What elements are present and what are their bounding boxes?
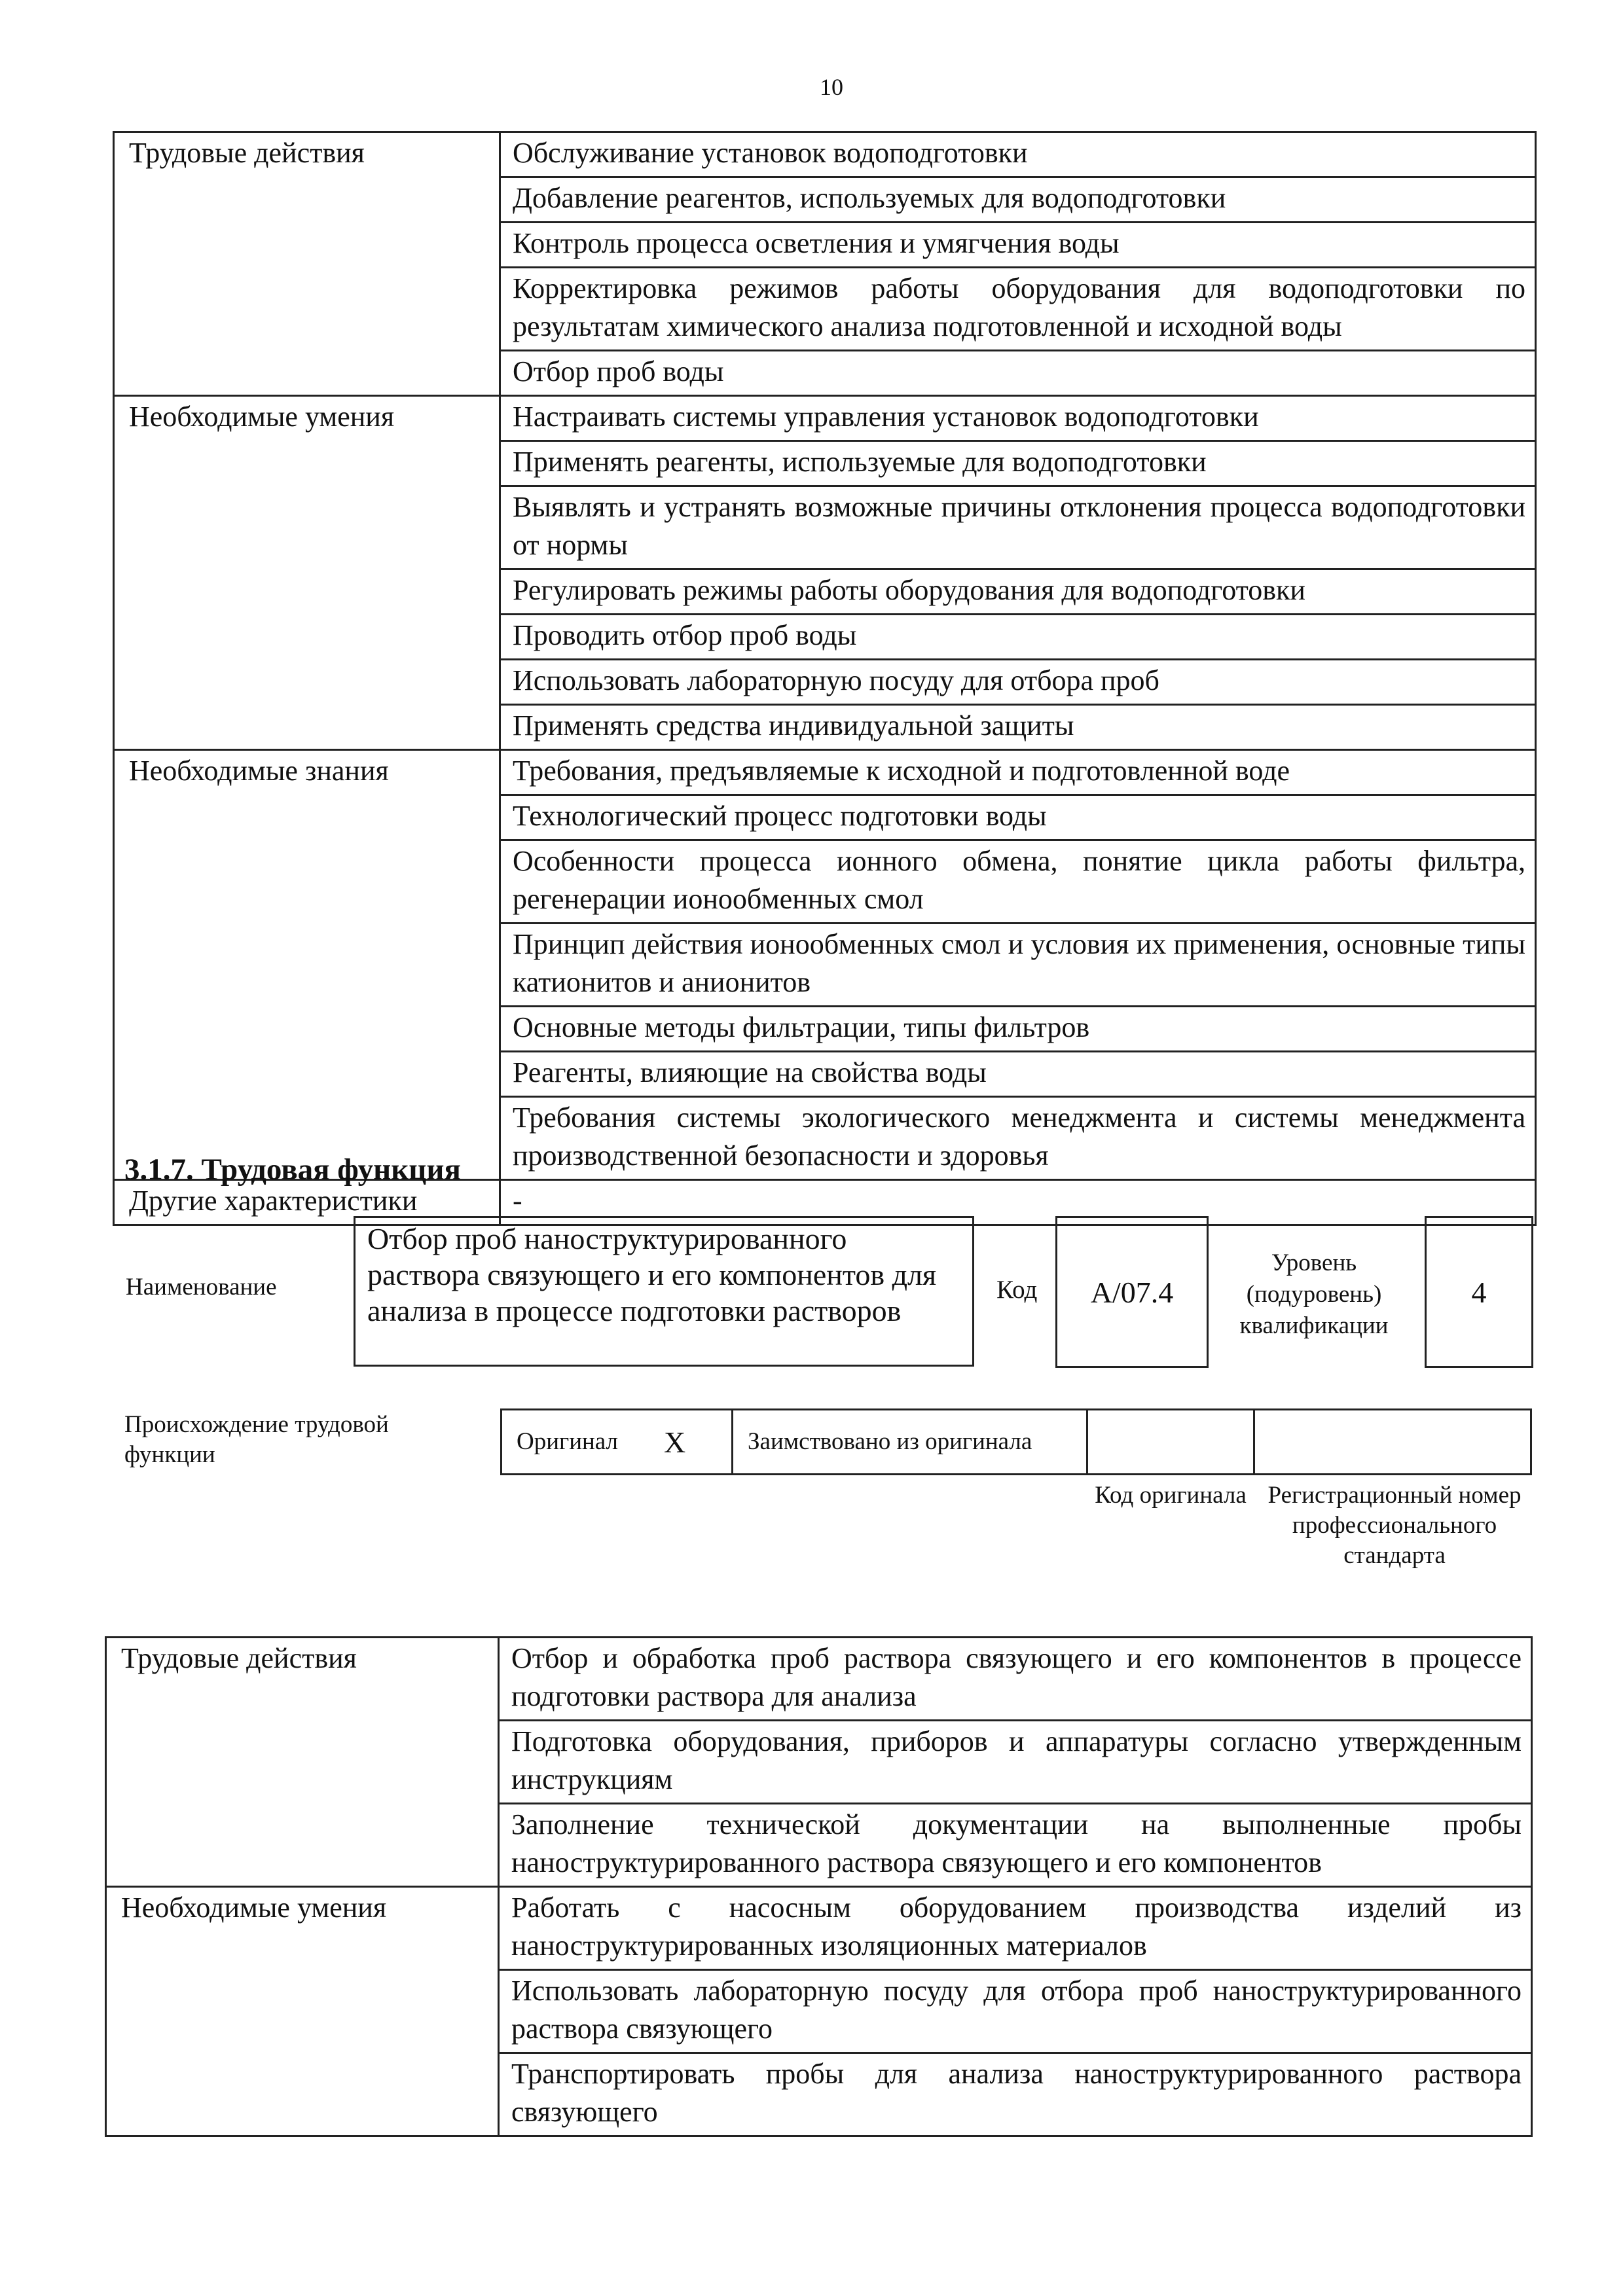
section-title: 3.1.7. Трудовая функция [124, 1153, 461, 1187]
table-row [106, 1887, 1532, 1970]
name-label: Наименование [126, 1274, 277, 1300]
original-mark: X [664, 1425, 686, 1459]
origin-original-cell [500, 1408, 733, 1475]
table-cell: Применять средства индивидуальной защиты [500, 705, 1536, 750]
table-cell: Использовать лабораторную посуду для отбора проб наноструктурированного раствора связующего [499, 1970, 1532, 2053]
table-row [114, 132, 1536, 177]
table-cell: Настраивать системы управления установок водоподготовки [500, 396, 1536, 441]
table-cell: Требования, предъявляемые к исходной и подготовленной воде [500, 750, 1536, 795]
code-label: Код [996, 1276, 1038, 1304]
table-cell: Заполнение технической документации на выполненные пробы наноструктурированного раствора связующего и его компонентов [499, 1804, 1532, 1887]
original-code-field [1086, 1408, 1255, 1475]
table-cell: Применять реагенты, используемые для водоподготовки [500, 441, 1536, 486]
table-cell: Основные методы фильтрации, типы фильтров [500, 1007, 1536, 1052]
labor-actions-table-2 [105, 1636, 1533, 2137]
registration-number-caption: Регистрационный номер профессионального стандарта [1267, 1482, 1522, 1569]
row-group-heading: Трудовые действия [114, 132, 500, 396]
registration-number-field [1253, 1408, 1532, 1475]
row-group-heading: Другие характеристики [114, 1180, 500, 1225]
table-cell: Регулировать режимы работы оборудования для водоподготовки [500, 569, 1536, 615]
table-cell: Корректировка режимов работы оборудования для водоподготовки по результатам химического анализа подготовленной и исходной воды [500, 268, 1536, 351]
table-cell: Добавление реагентов, используемых для водоподготовки [500, 177, 1536, 223]
table-cell: Технологический процесс подготовки воды [500, 795, 1536, 840]
table-cell: Контроль процесса осветления и умягчения воды [500, 223, 1536, 268]
labor-actions-table-1 [113, 131, 1537, 1226]
table-cell: Реагенты, влияющие на свойства воды [500, 1052, 1536, 1097]
table-cell: Особенности процесса ионного обмена, понятие цикла работы фильтра, регенерации ионообменных смол [500, 840, 1536, 924]
page-number: 10 [820, 74, 843, 100]
table-cell: Работать с насосным оборудованием производства изделий из наноструктурированных изоляционных материалов [499, 1887, 1532, 1970]
table-cell: Отбор и обработка проб раствора связующего и его компонентов в процессе подготовки раствора для анализа [499, 1638, 1532, 1721]
row-group-heading: Необходимые знания [114, 750, 500, 1180]
row-group-heading: Трудовые действия [106, 1638, 499, 1887]
table-cell: Требования системы экологического менеджмента и системы менеджмента производственной безопасности и здоровья [500, 1097, 1536, 1180]
table-cell: Обслуживание установок водоподготовки [500, 132, 1536, 177]
original-label: Оригинал [517, 1428, 619, 1455]
function-code-field: A/07.4 [1055, 1216, 1209, 1368]
table-cell: Подготовка оборудования, приборов и аппаратуры согласно утвержденным инструкциям [499, 1721, 1532, 1804]
table-row [106, 1638, 1532, 1721]
table-cell: Принцип действия ионообменных смол и условия их применения, основные типы катионитов и анионитов [500, 924, 1536, 1007]
borrowed-label: Заимствовано из оригинала [748, 1428, 1032, 1455]
table-cell: Выявлять и устранять возможные причины отклонения процесса водоподготовки от нормы [500, 486, 1536, 569]
table-cell: Использовать лабораторную посуду для отбора проб [500, 660, 1536, 705]
table-row [114, 396, 1536, 441]
table-cell: - [500, 1180, 1536, 1225]
table-cell: Отбор проб воды [500, 351, 1536, 396]
row-group-heading: Необходимые умения [114, 396, 500, 750]
table-cell: Транспортировать пробы для анализа наноструктурированного раствора связующего [499, 2053, 1532, 2136]
row-group-heading: Необходимые умения [106, 1887, 499, 2136]
original-code-caption: Код оригинала [1095, 1482, 1247, 1509]
table-cell: Проводить отбор проб воды [500, 615, 1536, 660]
qualification-level-label: Уровень (подуровень) квалификации [1239, 1249, 1389, 1339]
table-row [114, 750, 1536, 795]
qualification-level-field: 4 [1425, 1216, 1533, 1368]
origin-label: Происхождение трудовой функции [124, 1411, 389, 1468]
function-name-field: Отбор проб наноструктурированного раствора связующего и его компонентов для анализа в процессе подготовки растворов [354, 1216, 974, 1367]
origin-borrowed-cell [731, 1408, 1088, 1475]
